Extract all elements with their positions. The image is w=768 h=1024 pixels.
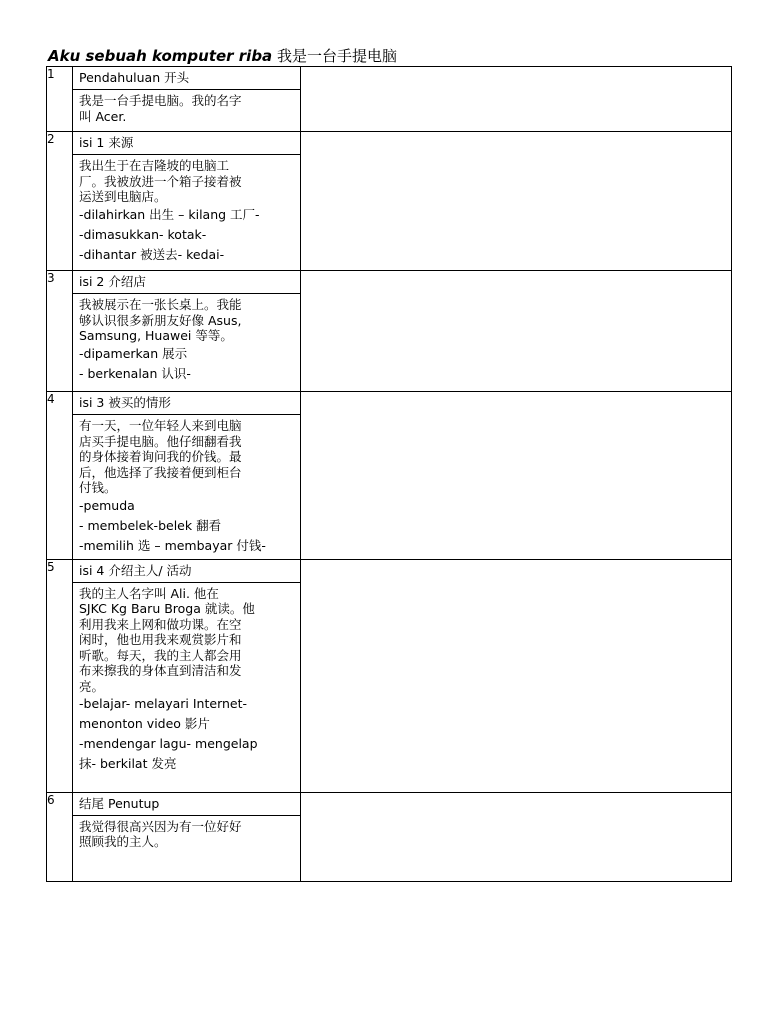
section-row xyxy=(47,559,732,792)
keyword-line: - berkenalan 认识- xyxy=(79,365,191,381)
section-body xyxy=(73,294,300,387)
section-text-line: 我被展示在一张长桌上。我能 xyxy=(79,297,242,312)
section-number: 5 xyxy=(47,559,73,792)
section-content xyxy=(73,559,301,792)
keyword-line: menonton video 影片 xyxy=(79,716,210,731)
title-malay: Aku sebuah komputer riba xyxy=(48,47,273,65)
keyword-line: -belajar- melayari Internet- xyxy=(79,696,248,711)
section-content xyxy=(73,392,301,560)
section-text-line: 亮。 xyxy=(79,678,105,694)
section-content xyxy=(73,132,301,271)
section-text-line: 叫 Acer. xyxy=(79,108,127,124)
keyword-line: -dipamerkan 展示 xyxy=(79,345,188,361)
section-heading: isi 3 被买的情形 xyxy=(73,392,300,415)
keyword-line: -dilahirkan 出生 – kilang 工厂- xyxy=(79,206,260,222)
section-row xyxy=(47,132,732,271)
section-row xyxy=(47,271,732,392)
section-text-line: 闲时，他也用我来观赏影片和 xyxy=(79,632,242,647)
section-body xyxy=(73,90,300,127)
page-title xyxy=(48,45,397,66)
section-text-line: Samsung, Huawei 等等。 xyxy=(79,328,233,343)
section-text-line: 运送到电脑店。 xyxy=(79,189,167,204)
section-text-line: 照顾我的主人。 xyxy=(79,834,167,849)
section-row xyxy=(47,67,732,132)
section-text-line: 的身体接着询问我的价钱。最 xyxy=(79,449,242,464)
section-text-line: 厂。我被放进一个箱子接着被 xyxy=(79,173,242,189)
section-number: 3 xyxy=(47,271,73,392)
section-row xyxy=(47,792,732,881)
keyword-line: -memilih 选 – membayar 付钱- xyxy=(79,537,266,553)
section-text-line: 我觉得很高兴因为有一位好好 xyxy=(79,818,242,834)
section-content xyxy=(73,67,301,132)
section-text-line: 够认识很多新朋友好像 Asus, xyxy=(79,312,242,328)
section-text-line: 有一天，一位年轻人来到电脑 xyxy=(79,418,242,433)
section-heading: isi 1 来源 xyxy=(73,132,300,155)
section-body xyxy=(73,155,300,268)
section-text-line: 我出生于在吉隆坡的电脑工 xyxy=(79,158,230,173)
section-body xyxy=(73,816,300,853)
section-text-line: 店买手提电脑。他仔细翻看我 xyxy=(79,433,242,449)
writing-space xyxy=(301,792,732,881)
section-text-line: 付钱。 xyxy=(79,480,117,495)
essay-outline-table xyxy=(46,66,732,882)
section-heading: Pendahuluan 开头 xyxy=(73,67,300,90)
section-row xyxy=(47,392,732,560)
keyword-line: -pemuda xyxy=(79,497,135,513)
section-number: 1 xyxy=(47,67,73,132)
section-text-line: SJKC Kg Baru Broga 就读。他 xyxy=(79,601,255,616)
section-body xyxy=(73,583,300,778)
keyword-line: -dihantar 被送去- kedai- xyxy=(79,246,225,262)
section-text-line: 我是一台手提电脑。我的名字 xyxy=(79,93,242,108)
keyword-line: -dimasukkan- kotak- xyxy=(79,226,207,242)
section-heading: isi 2 介绍店 xyxy=(73,271,300,294)
writing-space xyxy=(301,132,732,271)
section-content xyxy=(73,271,301,392)
section-content xyxy=(73,792,301,881)
section-heading: 结尾 Penutup xyxy=(73,793,300,816)
writing-space xyxy=(301,271,732,392)
section-number: 6 xyxy=(47,792,73,881)
writing-space xyxy=(301,67,732,132)
keyword-line: -mendengar lagu- mengelap xyxy=(79,736,258,751)
title-chinese: 我是一台手提电脑 xyxy=(276,47,397,65)
writing-space xyxy=(301,559,732,792)
section-text-line: 后，他选择了我接着便到柜台 xyxy=(79,464,242,480)
section-body xyxy=(73,415,300,559)
section-text-line: 我的主人名字叫 Ali. 他在 xyxy=(79,585,219,601)
keyword-line: - membelek-belek 翻看 xyxy=(79,517,222,533)
section-text-line: 听歌。每天，我的主人都会用 xyxy=(79,647,242,663)
section-number: 4 xyxy=(47,392,73,560)
writing-space xyxy=(301,392,732,560)
section-number: 2 xyxy=(47,132,73,271)
section-heading: isi 4 介绍主人/ 活动 xyxy=(73,560,300,583)
section-text-line: 布来擦我的身体直到清洁和发 xyxy=(79,663,242,678)
section-text-line: 利用我来上网和做功课。在空 xyxy=(79,616,242,632)
keyword-line: 抹- berkilat 发亮 xyxy=(79,756,177,771)
